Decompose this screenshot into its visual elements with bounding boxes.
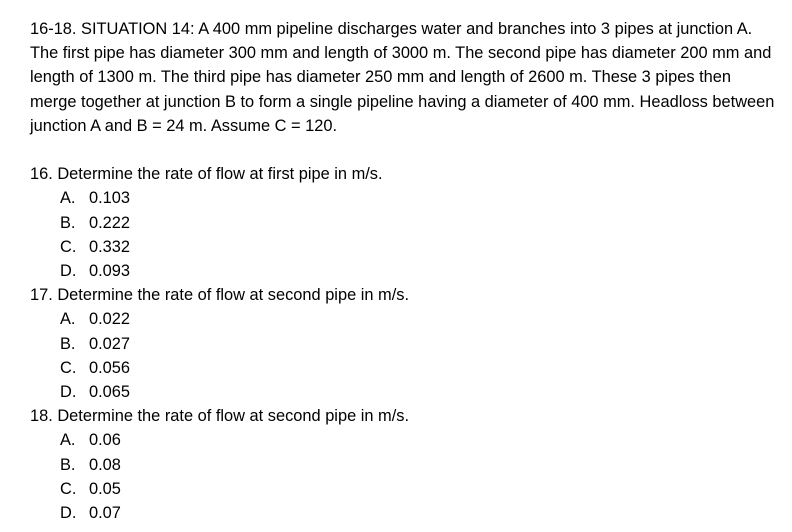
question-prompt: 17. Determine the rate of flow at second pipe in m/s.	[30, 286, 410, 305]
choice-value: 0.07	[89, 504, 121, 523]
question-18	[30, 404, 775, 525]
choice-value: 0.222	[89, 213, 131, 232]
choice-list	[30, 428, 775, 525]
question-prompt: 18. Determine the rate of flow at second pipe in m/s.	[30, 407, 410, 426]
choice-d: D. 0.07	[60, 504, 121, 523]
question-prompt: 16. Determine the rate of flow at first pipe in m/s.	[30, 165, 383, 184]
choice-list	[30, 186, 775, 283]
choice-b: B. 0.08	[60, 455, 121, 474]
choice-value: 0.056	[89, 358, 131, 377]
choice-d: D. 0.093	[60, 262, 131, 281]
choice-a: A. 0.103	[60, 189, 131, 208]
choice-value: 0.06	[89, 431, 121, 450]
choice-c: C. 0.332	[60, 237, 131, 256]
paragraph-gap	[30, 138, 775, 162]
choice-value: 0.05	[89, 479, 121, 498]
choice-a: A. 0.022	[60, 310, 131, 329]
choice-value: 0.08	[89, 455, 121, 474]
choice-list	[30, 307, 775, 404]
choice-value: 0.065	[89, 383, 131, 402]
choice-c: C. 0.05	[60, 479, 121, 498]
question-17	[30, 283, 775, 404]
situation-text: 16-18. SITUATION 14: A 400 mm pipeline discharges water and branches into 3 pipes at junction A. The first pipe has diameter 300 mm and length of 3000 m. The second pipe has diameter 200 mm and length of 1300 m. The third pipe has diameter 250 mm and length of 2600 m. These 3 pipes then merge together at junction B to form a single pipeline having a diameter of 400 mm. Headloss between junction A and B = 24 m. Assume C = 120.	[30, 20, 775, 135]
choice-value: 0.027	[89, 334, 131, 353]
choice-b: B. 0.222	[60, 213, 131, 232]
choice-b: B. 0.027	[60, 334, 131, 353]
document-body	[30, 17, 775, 525]
choice-a: A. 0.06	[60, 431, 121, 450]
choice-d: D. 0.065	[60, 383, 131, 402]
choice-c: C. 0.056	[60, 358, 131, 377]
question-16	[30, 162, 775, 283]
choice-value: 0.022	[89, 310, 131, 329]
choice-value: 0.103	[89, 189, 131, 208]
choice-value: 0.332	[89, 237, 131, 256]
choice-value: 0.093	[89, 262, 131, 281]
